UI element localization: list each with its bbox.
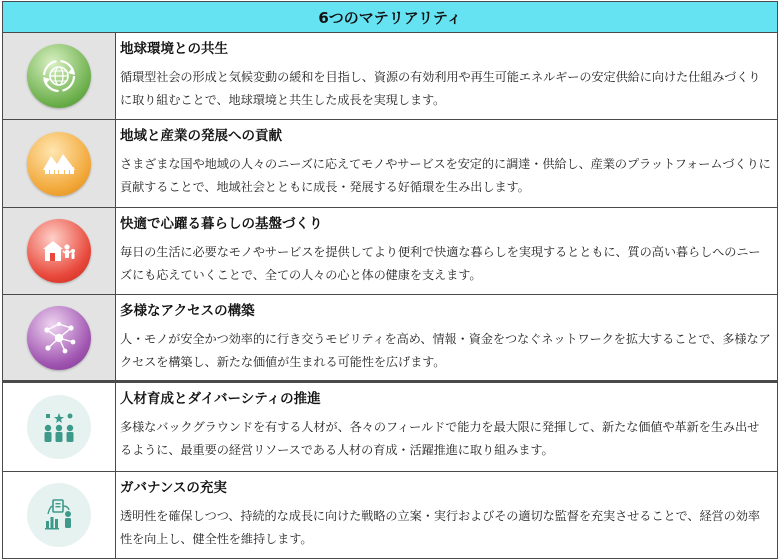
row-content: [116, 383, 777, 471]
materiality-row: [3, 120, 777, 208]
row-description: 透明性を確保しつつ、持続的な成長に向けた戦略の立案・実行およびその適切な監督を充実させることで、経営の効率性を向上し、健全性を維持します。: [120, 509, 760, 546]
row-content: [116, 208, 777, 294]
icon-cell: [3, 33, 116, 119]
row-content: [116, 33, 777, 119]
row-title: 多様なアクセスの構築: [120, 303, 255, 319]
table-header: [3, 2, 777, 33]
row-title: 快適で心躍る暮らしの基盤づくり: [120, 216, 323, 232]
city-mountain-icon: [27, 132, 91, 196]
materiality-row: [3, 208, 777, 295]
row-description: さまざまな国や地域の人々のニーズに応えてモノやサービスを安定的に調達・供給し、産業のプラットフォームづくりに貢献することで、地域社会とともに成長・発展する好循環を生み出します。: [120, 157, 771, 194]
network-icon: [27, 306, 91, 370]
row-title: 人材育成とダイバーシティの推進: [120, 391, 321, 407]
icon-cell: [3, 383, 116, 471]
row-description: 循環型社会の形成と気候変動の緩和を目指し、資源の有効利用や再生可能エネルギーの安定供給に向けた仕組みづくりに取り組むことで、地球環境と共生した成長を実現します。: [120, 70, 761, 107]
table-title: 6つのマテリアリティ: [318, 8, 462, 27]
row-title: 地球環境との共生: [120, 41, 228, 57]
icon-cell: [3, 472, 116, 558]
globe-recycle-icon: [27, 44, 91, 108]
materiality-row: [3, 472, 777, 558]
row-description: 毎日の生活に必要なモノやサービスを提供してより便利で快適な暮らしを実現するとともに、質の高い暮らしへのニーズにも応えていくことで、全ての人々の心と体の健康を支えます。: [120, 245, 761, 282]
row-description: 多様なバックグラウンドを有する人材が、各々のフィールドで能力を最大限に発揮して、新たな価値や革新を生み出せるように、最重要の経営リソースである人材の育成・活躍推進に取り組みます。: [120, 420, 760, 457]
governance-icon: [27, 483, 91, 547]
icon-cell: [3, 120, 116, 207]
materiality-row: [3, 33, 777, 120]
row-title: 地域と産業の発展への貢献: [120, 128, 282, 144]
people-icon: [27, 395, 91, 459]
materiality-row: [3, 381, 777, 472]
row-description: 人・モノが安全かつ効率的に行き交うモビリティを高め、情報・資金をつなぐネットワークを拡大することで、多様なアクセスを構築し、新たな価値が生まれる可能性を広げます。: [120, 332, 771, 369]
row-content: [116, 472, 777, 558]
row-content: [116, 120, 777, 207]
house-family-icon: [27, 219, 91, 283]
materiality-table: [2, 1, 778, 559]
icon-cell: [3, 208, 116, 294]
materiality-row: [3, 295, 777, 381]
row-title: ガバナンスの充実: [120, 480, 227, 496]
row-content: [116, 295, 777, 380]
icon-cell: [3, 295, 116, 380]
